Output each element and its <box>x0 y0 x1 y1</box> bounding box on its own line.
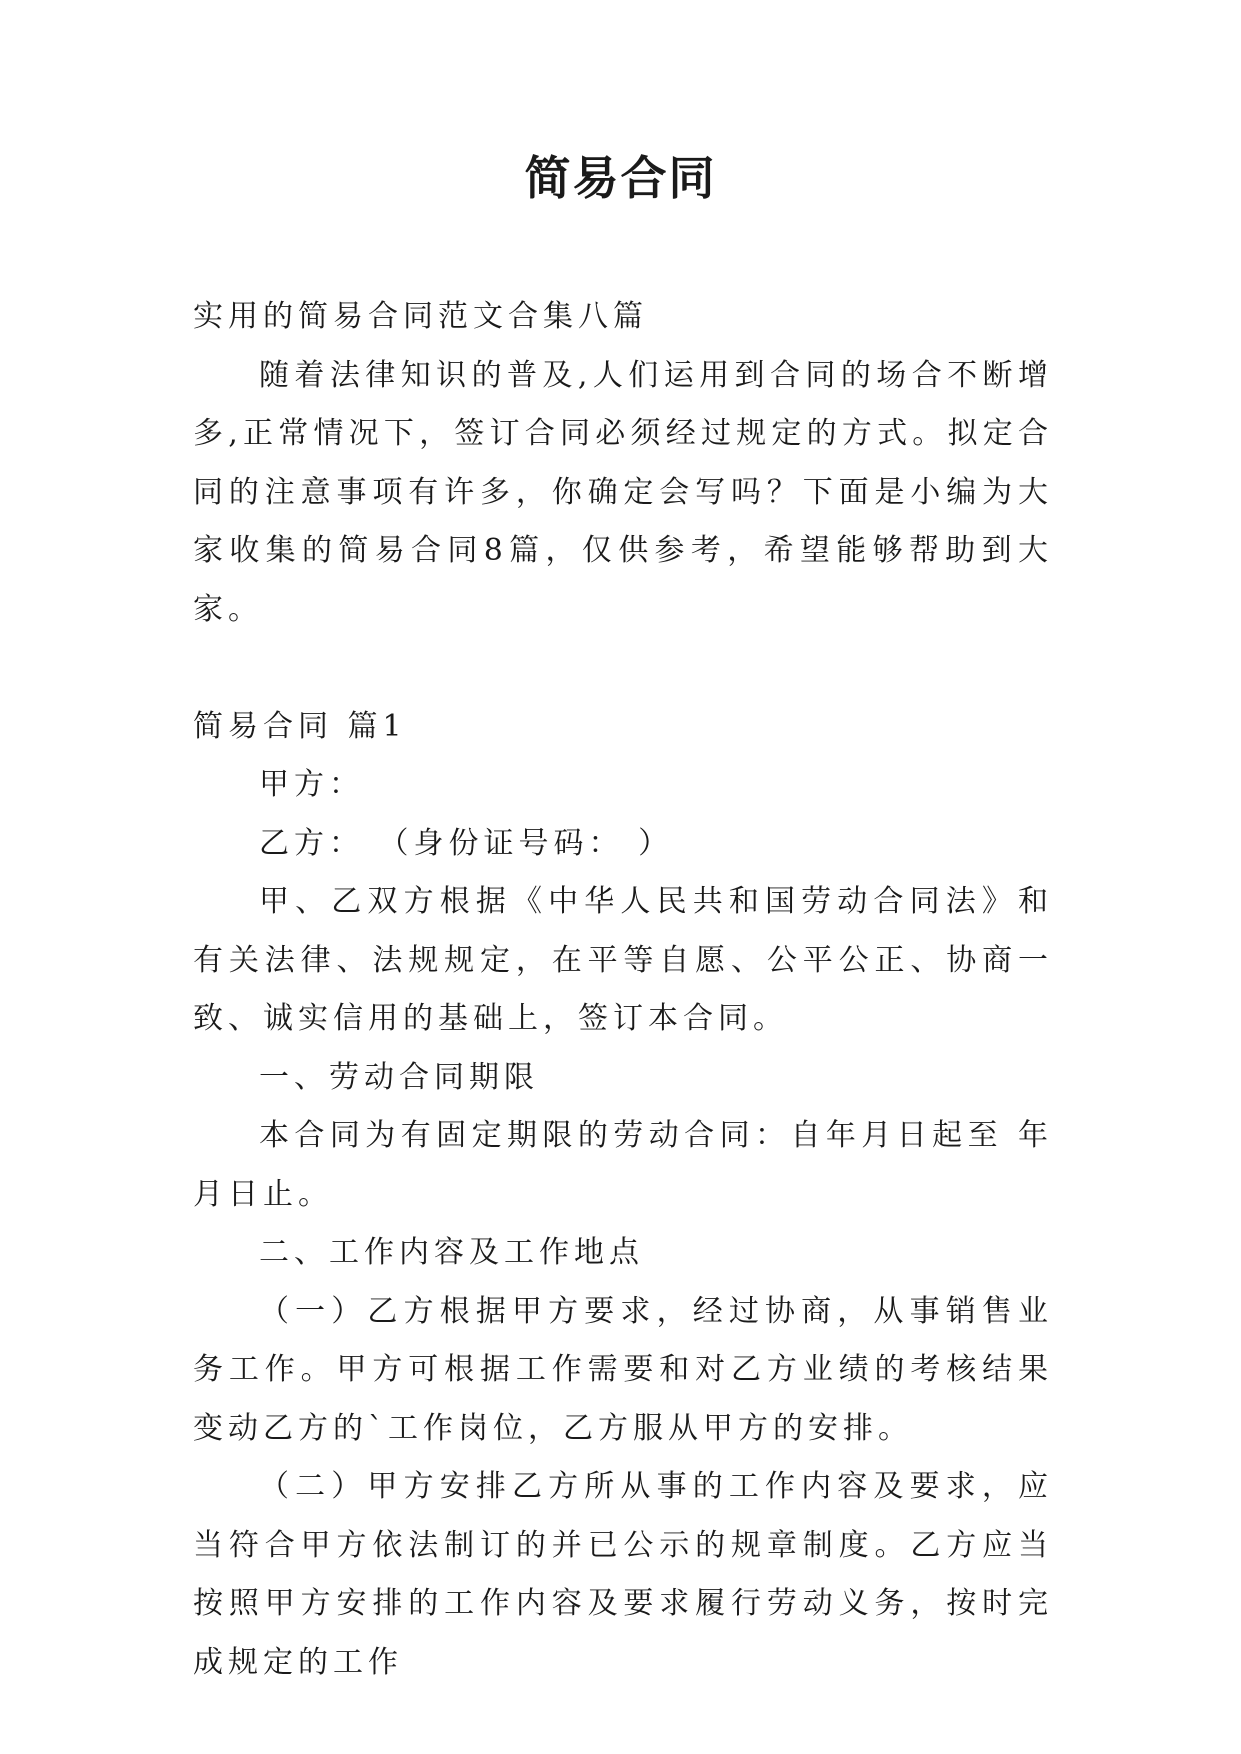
clause-heading-work: 二、工作内容及工作地点 <box>259 1235 644 1270</box>
collection-heading: 实用的简易合同范文合集八篇 <box>193 299 648 334</box>
preamble-paragraph: 甲、乙双方根据《中华人民共和国劳动合同法》和有关法律、法规规定，在平等自愿、公平公正、协商一致、诚实信用的基础上，签订本合同。 <box>193 884 1053 1036</box>
clause-term-paragraph: 本合同为有固定期限的劳动合同：自年月日起至 年月日止。 <box>193 1118 1053 1212</box>
section-heading: 简易合同 篇1 <box>193 708 407 744</box>
party-a-line: 甲方： <box>259 767 364 802</box>
clause-work-item-1: （一）乙方根据甲方要求，经过协商，从事销售业务工作。甲方可根据工作需要和对乙方业绩的考核结果变动乙方的`工作岗位，乙方服从甲方的安排。 <box>193 1293 1053 1446</box>
intro-paragraph: 随着法律知识的普及,人们运用到合同的场合不断增多,正常情况下，签订合同必须经过规定的方式。拟定合同的注意事项有许多，你确定会写吗？下面是小编为大家收集的简易合同8篇，仅供参考，希望能够帮助到大家。 <box>193 357 1053 627</box>
document-body <box>193 288 1053 1692</box>
clause-work-item-2: （二）甲方安排乙方所从事的工作内容及要求，应当符合甲方依法制订的并已公示的规章制度。乙方应当按照甲方安排的工作内容及要求履行劳动义务，按时完成规定的工作 <box>193 1469 1053 1680</box>
section-spacer <box>193 639 1053 698</box>
party-b-line: 乙方： （身份证号码： ） <box>259 825 674 861</box>
clause-heading-term: 一、劳动合同期限 <box>259 1059 539 1095</box>
document-title: 简易合同 <box>524 151 717 205</box>
